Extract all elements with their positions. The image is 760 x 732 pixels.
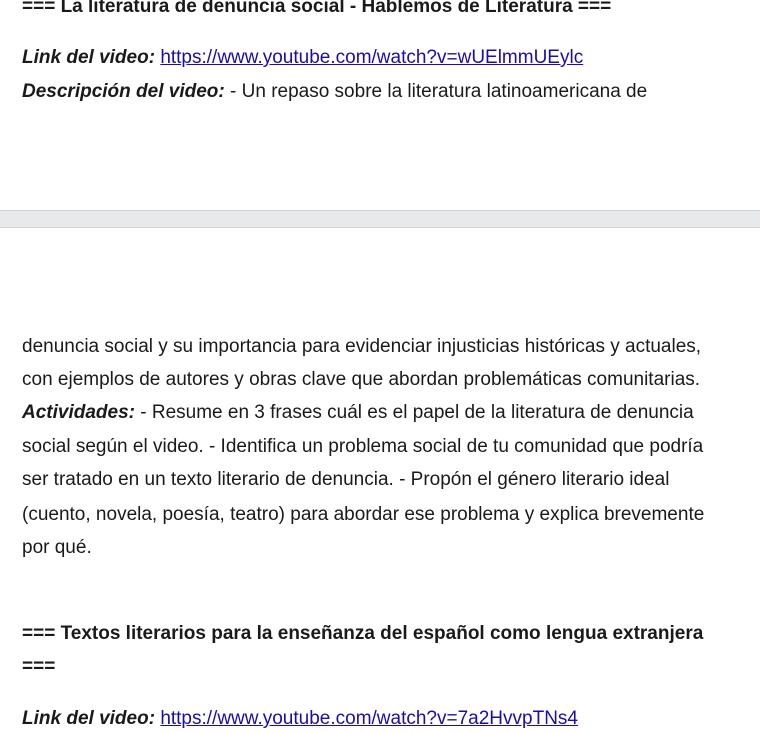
page-break — [0, 210, 760, 228]
video-link-line-2 — [22, 707, 730, 731]
document-page-2 — [0, 228, 760, 732]
activities-line-5: por qué. — [22, 537, 92, 558]
link-label: Link del video: — [22, 47, 156, 68]
description-line-1 — [22, 80, 730, 104]
activities-text: - Resume en 3 frases cuál es el papel de la literatura de denuncia — [140, 402, 694, 423]
video-link-2[interactable]: https://www.youtube.com/watch?v=7a2HvvpTNs4 — [160, 708, 578, 729]
description-label: Descripción del video: — [22, 81, 225, 102]
description-line-2: denuncia social y su importancia para evidenciar injusticias históricas y actuales, — [22, 336, 702, 357]
activities-line-2: social según el video. - Identifica un problema social de tu comunidad que podría — [22, 436, 704, 457]
section-heading-2-line-1: === Textos literarios para la enseñanza del español como lengua extranjera — [22, 623, 704, 644]
link-label: Link del video: — [22, 708, 156, 729]
activities-line-4: (cuento, novela, poesía, teatro) para abordar ese problema y explica brevemente — [22, 504, 705, 525]
description-line-3: con ejemplos de autores y obras clave que abordan problemáticas comunitarias. — [22, 369, 701, 390]
section-heading-2-line-2: === — [22, 656, 56, 677]
activities-line-3: ser tratado en un texto literario de denuncia. - Propón el género literario ideal — [22, 469, 670, 490]
video-link-line-1 — [22, 46, 730, 70]
description-text: - Un repaso sobre la literatura latinoamericana de — [230, 81, 648, 102]
document-page-1 — [0, 0, 760, 210]
activities-label: Actividades: — [22, 402, 135, 423]
activities-line-1 — [22, 401, 730, 425]
video-link-1[interactable]: https://www.youtube.com/watch?v=wUElmmUEylc — [160, 47, 584, 68]
section-heading-1: === La literatura de denuncia social - Hablemos de Literatura === — [22, 0, 612, 17]
